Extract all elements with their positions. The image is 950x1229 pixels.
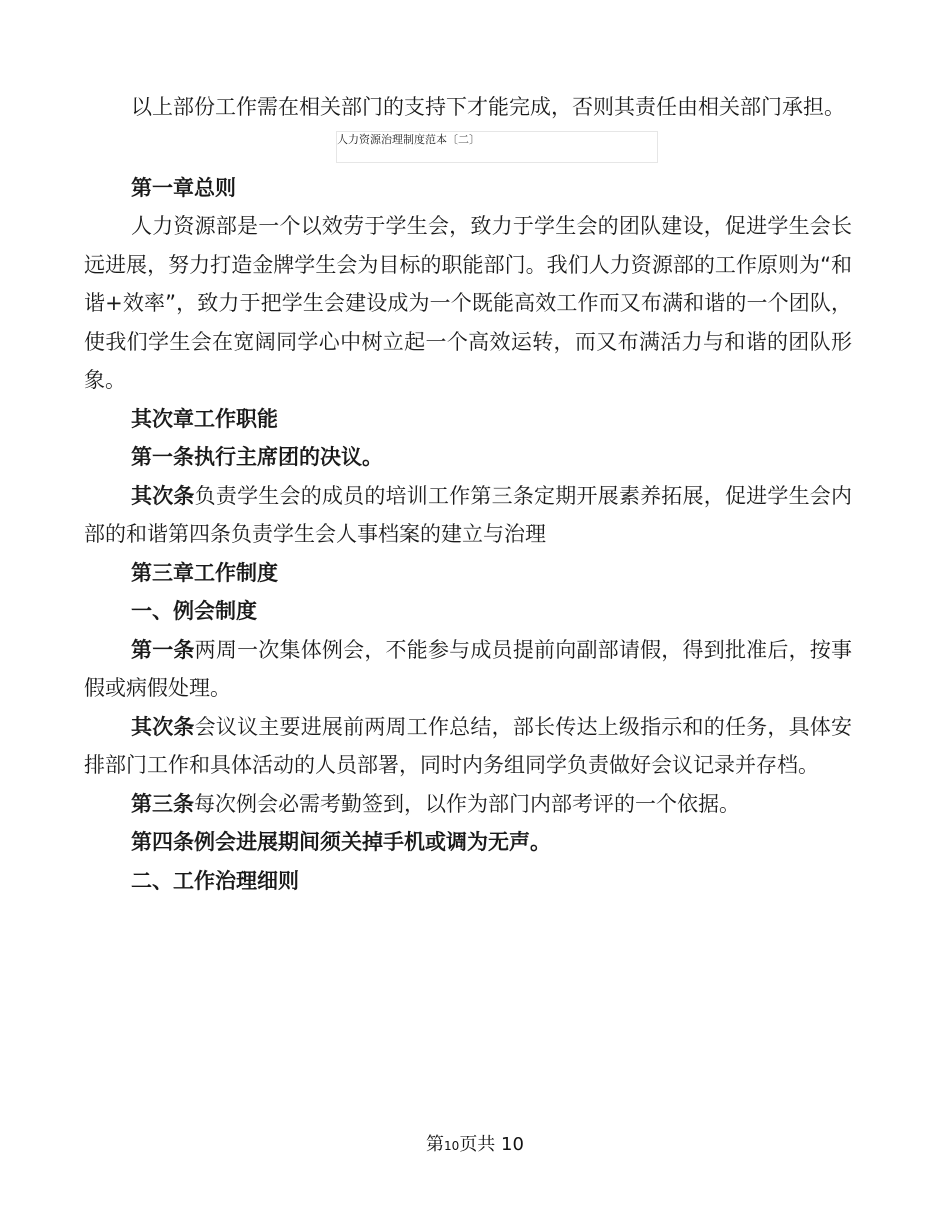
section1-heading: 一、例会制度 (131, 599, 257, 623)
chapter1-body: 人力资源部是一个以效劳于学生会，致力于学生会的团队建设，促进学生会长远进展，努力打造金牌学生会为目标的职能部门。我们人力资源部的工作原则为“和谐+效率”，致力于把学生会建设成为一个既能高效工作而又布满和谐的一个团队，使我们学生会在宽阔同学心中树立起一个高效运转，而又布满活力与和谐的团队形象。 (84, 214, 852, 392)
chapter3-heading: 第三章工作制度 (131, 560, 278, 585)
chapter2-article2 (84, 477, 852, 554)
article-text: 负责学生会的成员的培训工作第三条定期开展素养拓展，促进学生会内部的和谐第四条负责学生会人事档案的建立与治理 (84, 483, 853, 546)
section1-article2 (84, 708, 852, 785)
footer-total-pages: 10 (495, 1134, 524, 1155)
article-label: 其次条 (131, 714, 195, 739)
chapter2-heading: 其次章工作职能 (131, 406, 278, 431)
section1-article4: 第四条例会进展期间须关掉手机或调为无声。 (131, 830, 551, 854)
footer-prefix: 第 (426, 1134, 445, 1155)
article-text: 两周一次集体例会，不能参与成员提前向副部请假，得到批准后，按事假或病假处理。 (84, 637, 853, 700)
document-body (84, 88, 852, 900)
footer-page-number: 10 (444, 1139, 460, 1153)
section1-article1 (84, 631, 852, 708)
section2-heading: 二、工作治理细则 (131, 868, 299, 893)
chapter1-heading: 第一章总则 (131, 175, 236, 200)
section1-article3 (84, 785, 852, 824)
page-footer (0, 1133, 950, 1158)
document-title-box: 人力资源治理制度范本〔二〕 (336, 131, 658, 163)
chapter2-article1: 第一条执行主席团的决议。 (131, 445, 383, 469)
footer-middle: 页共 (459, 1134, 496, 1155)
article-text: 每次例会必需考勤签到，以作为部门内部考评的一个依据。 (194, 791, 740, 816)
article-label: 第一条 (131, 637, 195, 662)
article-label: 第三条 (131, 791, 194, 816)
article-text: 会议议主要进展前两周工作总结，部长传达上级指示和的任务，具体安排部门工作和具体活动的人员部署，同时内务组同学负责做好会议记录并存档。 (84, 714, 853, 777)
article-label: 其次条 (131, 483, 195, 508)
intro-paragraph: 以上部份工作需在相关部门的支持下才能完成，否则其责任由相关部门承担。 (131, 95, 845, 119)
